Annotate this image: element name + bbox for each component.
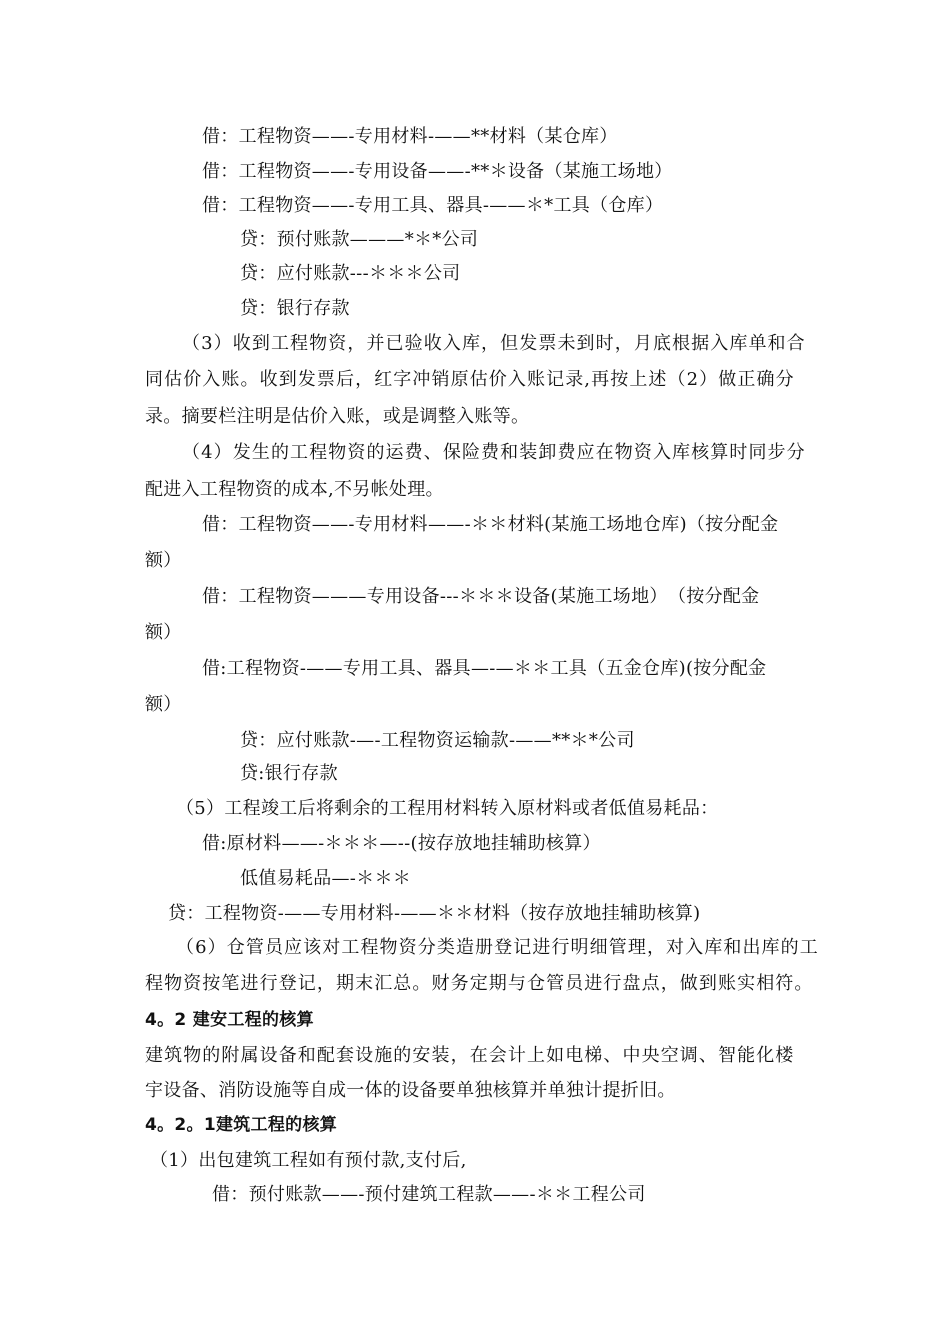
paragraph-5: （5）工程竣工后将剩余的工程用材料转入原材料或者低值易耗品： — [176, 798, 719, 819]
entry-debit-equipment-allocated: 借：工程物资———专用设备---＊＊＊设备(某施工场地） （按分配金 — [202, 586, 760, 607]
entry-debit-materials-allocated: 借：工程物资——-专用材料——-＊＊材料(某施工场地仓库)（按分配金 — [202, 514, 779, 535]
entry-debit-special-materials: 借：工程物资——-专用材料-——**材料（某仓库） — [202, 126, 618, 147]
entry-debit-low-value-consumables: 低值易耗品—-＊＊＊ — [240, 868, 412, 889]
entry-debit-tools-allocated-cont: 额） — [145, 694, 182, 715]
entry-debit-equipment-allocated-cont: 额） — [145, 622, 182, 643]
entry-credit-freight-payable: 贷：应付账款-—-工程物资运输款-——**＊*公司 — [240, 730, 635, 751]
entry-credit-prepaid: 贷：预付账款———*＊*公司 — [240, 229, 479, 250]
paragraph-3-line-3: 录。摘要栏注明是估价入账，或是调整入账等。 — [145, 406, 530, 427]
entry-debit-materials-allocated-cont: 额） — [145, 550, 182, 571]
entry-debit-special-tools: 借：工程物资——-专用工具、器具-——＊*工具（仓库） — [202, 195, 664, 216]
paragraph-3-line-1: （3）收到工程物资，并已验收入库，但发票未到时，月底根据入库单和合 — [182, 333, 806, 354]
paragraph-4-line-1: （4）发生的工程物资的运费、保险费和装卸费应在物资入库核算时同步分 — [182, 442, 806, 463]
entry-credit-payable: 贷：应付账款---＊＊＊公司 — [240, 263, 461, 284]
paragraph-4-line-2: 配进入工程物资的成本,不另帐处理。 — [145, 479, 444, 500]
paragraph-6-line-2: 程物资按笔进行登记，期末汇总。财务定期与仓管员进行盘点，做到账实相符。 — [145, 973, 814, 994]
entry-debit-prepaid-construction: 借：预付账款——-预付建筑工程款——-＊＊工程公司 — [212, 1184, 646, 1205]
paragraph-6-line-1: （6）仓管员应该对工程物资分类造册登记进行明细管理，对入库和出库的工 — [176, 937, 819, 958]
entry-credit-bank: 贷：银行存款 — [240, 298, 350, 319]
section-4-2-1-item-1: （1）出包建筑工程如有预付款,支付后, — [150, 1150, 467, 1171]
entry-debit-tools-allocated: 借:工程物资-——专用工具、器具—-—＊＊工具（五金仓库)(按分配金 — [202, 658, 767, 679]
section-4-2-line-1: 建筑物的附属设备和配套设施的安装，在会计上如电梯、中央空调、智能化楼 — [145, 1045, 795, 1066]
section-heading-4-2-1: 4。2。1建筑工程的核算 — [145, 1115, 338, 1135]
section-heading-4-2: 4。2 建安工程的核算 — [145, 1010, 314, 1030]
entry-debit-raw-materials: 借:原材料——-＊＊＊—--(按存放地挂辅助核算） — [202, 833, 601, 854]
entry-credit-project-materials: 贷：工程物资-——专用材料-——＊＊材料（按存放地挂辅助核算) — [168, 903, 701, 924]
entry-debit-special-equipment: 借：工程物资——-专用设备——-**＊设备（某施工场地） — [202, 161, 673, 182]
paragraph-3-line-2: 同估价入账。收到发票后，红字冲销原估价入账记录,再按上述（2）做正确分 — [145, 369, 795, 390]
entry-credit-bank-2: 贷:银行存款 — [240, 763, 338, 784]
section-4-2-line-2: 宇设备、消防设施等自成一体的设备要单独核算并单独计提折旧。 — [145, 1080, 676, 1101]
